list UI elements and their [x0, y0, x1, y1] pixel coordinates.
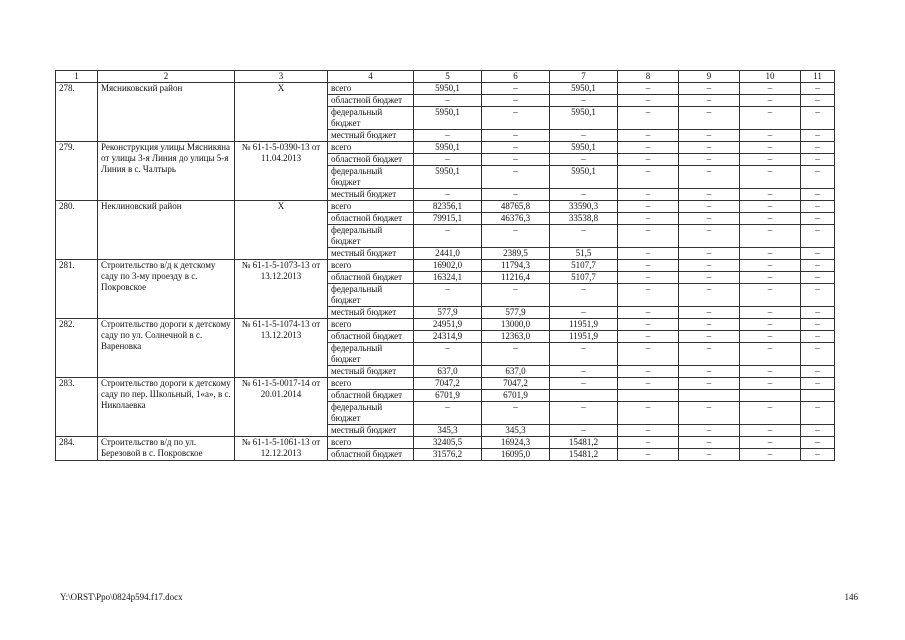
amount-cell: – [482, 343, 550, 366]
amount-cell: 5950,1 [414, 107, 482, 130]
amount-cell: – [618, 201, 679, 213]
table-row [56, 83, 835, 95]
amount-cell: 345,3 [414, 425, 482, 437]
funding-source: местный бюджет [328, 130, 414, 142]
column-header: 10 [740, 71, 801, 83]
amount-cell: 24314,9 [414, 331, 482, 343]
amount-cell: 32405,5 [414, 437, 482, 449]
amount-cell: – [801, 166, 835, 189]
amount-cell: 5107,7 [550, 260, 618, 272]
row-number: 284. [56, 437, 98, 461]
object-name: Неклиновский район [98, 201, 235, 260]
amount-cell: – [801, 307, 835, 319]
amount-cell: – [801, 402, 835, 425]
funding-source: местный бюджет [328, 366, 414, 378]
amount-cell: 5950,1 [550, 107, 618, 130]
amount-cell: 7047,2 [414, 378, 482, 390]
amount-cell: – [740, 213, 801, 225]
amount-cell: – [550, 366, 618, 378]
column-header: 1 [56, 71, 98, 83]
amount-cell: – [482, 154, 550, 166]
amount-cell: – [618, 272, 679, 284]
amount-cell: – [482, 107, 550, 130]
funding-source: всего [328, 142, 414, 154]
amount-cell: – [801, 213, 835, 225]
funding-source: местный бюджет [328, 425, 414, 437]
table-row [56, 319, 835, 331]
amount-cell: – [679, 437, 740, 449]
amount-cell: – [740, 107, 801, 130]
amount-cell: – [740, 272, 801, 284]
amount-cell: – [801, 95, 835, 107]
column-header: 2 [98, 71, 235, 83]
funding-source: местный бюджет [328, 248, 414, 260]
funding-source: всего [328, 437, 414, 449]
row-number: 281. [56, 260, 98, 319]
amount-cell: – [740, 331, 801, 343]
amount-cell: 15481,2 [550, 449, 618, 461]
funding-source: областной бюджет [328, 331, 414, 343]
amount-cell: – [482, 166, 550, 189]
amount-cell: 46376,3 [482, 213, 550, 225]
column-header: 5 [414, 71, 482, 83]
amount-cell: – [740, 402, 801, 425]
amount-cell: – [618, 166, 679, 189]
funding-source: всего [328, 378, 414, 390]
amount-cell: – [801, 83, 835, 95]
amount-cell: – [482, 142, 550, 154]
header-row [56, 71, 835, 83]
amount-cell: – [801, 449, 835, 461]
amount-cell: – [482, 189, 550, 201]
row-number: 282. [56, 319, 98, 378]
row-number: 279. [56, 142, 98, 201]
amount-cell: 6701,9 [482, 390, 550, 402]
amount-cell: – [618, 260, 679, 272]
amount-cell: 577,9 [414, 307, 482, 319]
table-row [56, 437, 835, 449]
amount-cell: 577,9 [482, 307, 550, 319]
document-ref: № 61-1-5-0017-14 от 20.01.2014 [235, 378, 328, 437]
footer-file-path: Y:\ORST\Ppo\0824p594.f17.docx [60, 592, 183, 602]
amount-cell: – [618, 248, 679, 260]
row-number: 278. [56, 83, 98, 142]
amount-cell [618, 390, 679, 402]
funding-source: областной бюджет [328, 213, 414, 225]
amount-cell: – [414, 225, 482, 248]
amount-cell: – [679, 307, 740, 319]
amount-cell: – [801, 284, 835, 307]
amount-cell: – [482, 95, 550, 107]
amount-cell: – [740, 201, 801, 213]
column-header: 8 [618, 71, 679, 83]
amount-cell: – [618, 130, 679, 142]
amount-cell: – [801, 425, 835, 437]
amount-cell: – [801, 272, 835, 284]
amount-cell: 5950,1 [550, 166, 618, 189]
amount-cell: – [801, 378, 835, 390]
funding-source: областной бюджет [328, 390, 414, 402]
row-number: 280. [56, 201, 98, 260]
amount-cell: 11794,3 [482, 260, 550, 272]
amount-cell: – [618, 437, 679, 449]
amount-cell: 5950,1 [550, 142, 618, 154]
funding-source: всего [328, 201, 414, 213]
amount-cell: – [801, 366, 835, 378]
funding-source: всего [328, 83, 414, 95]
amount-cell: – [618, 343, 679, 366]
amount-cell: – [740, 260, 801, 272]
amount-cell: 16324,1 [414, 272, 482, 284]
amount-cell: – [618, 319, 679, 331]
amount-cell: 11951,9 [550, 331, 618, 343]
amount-cell: – [679, 449, 740, 461]
table-row [56, 201, 835, 213]
amount-cell: 79915,1 [414, 213, 482, 225]
amount-cell: – [550, 189, 618, 201]
amount-cell: – [679, 260, 740, 272]
amount-cell: – [740, 319, 801, 331]
amount-cell: – [550, 154, 618, 166]
amount-cell: 82356,1 [414, 201, 482, 213]
amount-cell: 637,0 [414, 366, 482, 378]
funding-source: федеральный бюджет [328, 166, 414, 189]
amount-cell: – [618, 83, 679, 95]
amount-cell: – [801, 142, 835, 154]
funding-source: всего [328, 260, 414, 272]
amount-cell: 31576,2 [414, 449, 482, 461]
amount-cell: – [740, 248, 801, 260]
amount-cell: – [550, 378, 618, 390]
amount-cell: – [679, 166, 740, 189]
amount-cell: – [618, 142, 679, 154]
amount-cell: – [482, 83, 550, 95]
object-name: Реконструкция улицы Мясникяна от улицы 3-я Линия до улицы 5-я Линия в с. Чалтырь [98, 142, 235, 201]
budget-table [55, 70, 835, 461]
amount-cell: – [679, 189, 740, 201]
object-name: Строительство дороги к детскому саду по пер. Школьный, 1«а», в с. Николаевка [98, 378, 235, 437]
object-name: Строительство в/д по ул. Березовой в с. Покровское [98, 437, 235, 461]
funding-source: местный бюджет [328, 189, 414, 201]
amount-cell: 5950,1 [550, 83, 618, 95]
column-header: 4 [328, 71, 414, 83]
column-header: 3 [235, 71, 328, 83]
amount-cell: – [550, 130, 618, 142]
amount-cell: – [679, 213, 740, 225]
amount-cell: – [618, 366, 679, 378]
row-number: 283. [56, 378, 98, 437]
amount-cell: – [482, 130, 550, 142]
amount-cell: 5950,1 [414, 83, 482, 95]
amount-cell: 5950,1 [414, 142, 482, 154]
amount-cell: – [679, 130, 740, 142]
amount-cell: – [801, 189, 835, 201]
amount-cell: 33590,3 [550, 201, 618, 213]
column-header: 11 [801, 71, 835, 83]
amount-cell: – [740, 378, 801, 390]
amount-cell: – [550, 307, 618, 319]
amount-cell: – [801, 319, 835, 331]
amount-cell: – [414, 343, 482, 366]
column-header: 7 [550, 71, 618, 83]
funding-source: областной бюджет [328, 449, 414, 461]
amount-cell: 12363,0 [482, 331, 550, 343]
amount-cell: – [618, 107, 679, 130]
amount-cell: – [414, 284, 482, 307]
amount-cell: – [482, 284, 550, 307]
table-row [56, 142, 835, 154]
amount-cell: 24951,9 [414, 319, 482, 331]
amount-cell: – [482, 225, 550, 248]
amount-cell: – [550, 225, 618, 248]
amount-cell: – [740, 284, 801, 307]
funding-source: областной бюджет [328, 154, 414, 166]
amount-cell: – [679, 201, 740, 213]
amount-cell: – [740, 366, 801, 378]
amount-cell: – [740, 437, 801, 449]
amount-cell: – [740, 166, 801, 189]
amount-cell: 16095,0 [482, 449, 550, 461]
amount-cell: – [679, 272, 740, 284]
amount-cell: – [801, 130, 835, 142]
funding-source: местный бюджет [328, 307, 414, 319]
document-ref: X [235, 83, 328, 142]
amount-cell: – [740, 83, 801, 95]
amount-cell: 11951,9 [550, 319, 618, 331]
amount-cell [740, 390, 801, 402]
amount-cell: – [740, 343, 801, 366]
object-name: Строительство дороги к детскому саду по ул. Солнечной в с. Вареновка [98, 319, 235, 378]
amount-cell: 5950,1 [414, 166, 482, 189]
funding-source: федеральный бюджет [328, 225, 414, 248]
column-header: 9 [679, 71, 740, 83]
amount-cell: – [618, 225, 679, 248]
amount-cell: – [801, 437, 835, 449]
amount-cell: – [679, 284, 740, 307]
funding-source: федеральный бюджет [328, 284, 414, 307]
table-row [56, 378, 835, 390]
amount-cell: – [679, 95, 740, 107]
amount-cell: – [414, 189, 482, 201]
amount-cell: – [679, 154, 740, 166]
amount-cell: – [801, 343, 835, 366]
amount-cell: – [801, 260, 835, 272]
amount-cell: – [679, 331, 740, 343]
amount-cell: – [740, 130, 801, 142]
amount-cell: – [740, 154, 801, 166]
amount-cell: – [679, 142, 740, 154]
amount-cell: – [618, 95, 679, 107]
amount-cell: – [740, 189, 801, 201]
amount-cell: – [550, 402, 618, 425]
amount-cell: 11216,4 [482, 272, 550, 284]
amount-cell: – [414, 95, 482, 107]
amount-cell: – [679, 248, 740, 260]
amount-cell: – [618, 402, 679, 425]
amount-cell: 48765,8 [482, 201, 550, 213]
amount-cell [679, 390, 740, 402]
funding-source: федеральный бюджет [328, 402, 414, 425]
amount-cell: – [618, 189, 679, 201]
document-ref: № 61-1-5-1061-13 от 12.12.2013 [235, 437, 328, 461]
amount-cell: – [414, 154, 482, 166]
amount-cell: – [618, 307, 679, 319]
amount-cell: – [679, 83, 740, 95]
amount-cell: 16902,0 [414, 260, 482, 272]
amount-cell: 6701,9 [414, 390, 482, 402]
amount-cell: 345,3 [482, 425, 550, 437]
document-ref: № 61-1-5-0390-13 от 11.04.2013 [235, 142, 328, 201]
document-ref: № 61-1-5-1074-13 от 13.12.2013 [235, 319, 328, 378]
amount-cell: – [414, 402, 482, 425]
amount-cell: 33538,8 [550, 213, 618, 225]
amount-cell: 13000,0 [482, 319, 550, 331]
object-name: Мясниковский район [98, 83, 235, 142]
amount-cell [550, 390, 618, 402]
amount-cell: – [801, 331, 835, 343]
amount-cell: – [740, 307, 801, 319]
page-number: 146 [844, 592, 858, 602]
amount-cell: 51,5 [550, 248, 618, 260]
amount-cell: – [618, 284, 679, 307]
amount-cell: – [618, 449, 679, 461]
amount-cell: – [801, 248, 835, 260]
table-row [56, 260, 835, 272]
amount-cell: – [679, 319, 740, 331]
funding-source: всего [328, 319, 414, 331]
column-header: 6 [482, 71, 550, 83]
amount-cell: – [679, 378, 740, 390]
amount-cell: 637,0 [482, 366, 550, 378]
amount-cell: – [618, 331, 679, 343]
amount-cell: – [679, 366, 740, 378]
amount-cell: – [679, 107, 740, 130]
funding-source: областной бюджет [328, 272, 414, 284]
object-name: Строительство в/д к детскому саду по 3-му проезду в с. Покровское [98, 260, 235, 319]
amount-cell: 7047,2 [482, 378, 550, 390]
funding-source: федеральный бюджет [328, 343, 414, 366]
amount-cell: – [679, 225, 740, 248]
amount-cell: – [740, 95, 801, 107]
amount-cell: 16924,3 [482, 437, 550, 449]
amount-cell: – [618, 213, 679, 225]
amount-cell: – [550, 284, 618, 307]
amount-cell: – [414, 130, 482, 142]
funding-source: федеральный бюджет [328, 107, 414, 130]
amount-cell: – [550, 343, 618, 366]
amount-cell: – [740, 142, 801, 154]
amount-cell: 2389,5 [482, 248, 550, 260]
document-ref: X [235, 201, 328, 260]
funding-source: областной бюджет [328, 95, 414, 107]
amount-cell: – [740, 425, 801, 437]
amount-cell: – [801, 225, 835, 248]
amount-cell: – [801, 154, 835, 166]
document-ref: № 61-1-5-1073-13 от 13.12.2013 [235, 260, 328, 319]
amount-cell: – [801, 201, 835, 213]
amount-cell: – [740, 225, 801, 248]
amount-cell: 2441,0 [414, 248, 482, 260]
amount-cell: – [618, 425, 679, 437]
amount-cell: – [550, 95, 618, 107]
amount-cell: – [801, 107, 835, 130]
amount-cell: – [679, 425, 740, 437]
amount-cell: – [550, 425, 618, 437]
amount-cell: – [679, 343, 740, 366]
amount-cell: – [618, 154, 679, 166]
amount-cell: – [618, 378, 679, 390]
amount-cell: – [740, 449, 801, 461]
amount-cell: 5107,7 [550, 272, 618, 284]
amount-cell: 15481,2 [550, 437, 618, 449]
amount-cell [801, 390, 835, 402]
amount-cell: – [679, 402, 740, 425]
amount-cell: – [482, 402, 550, 425]
